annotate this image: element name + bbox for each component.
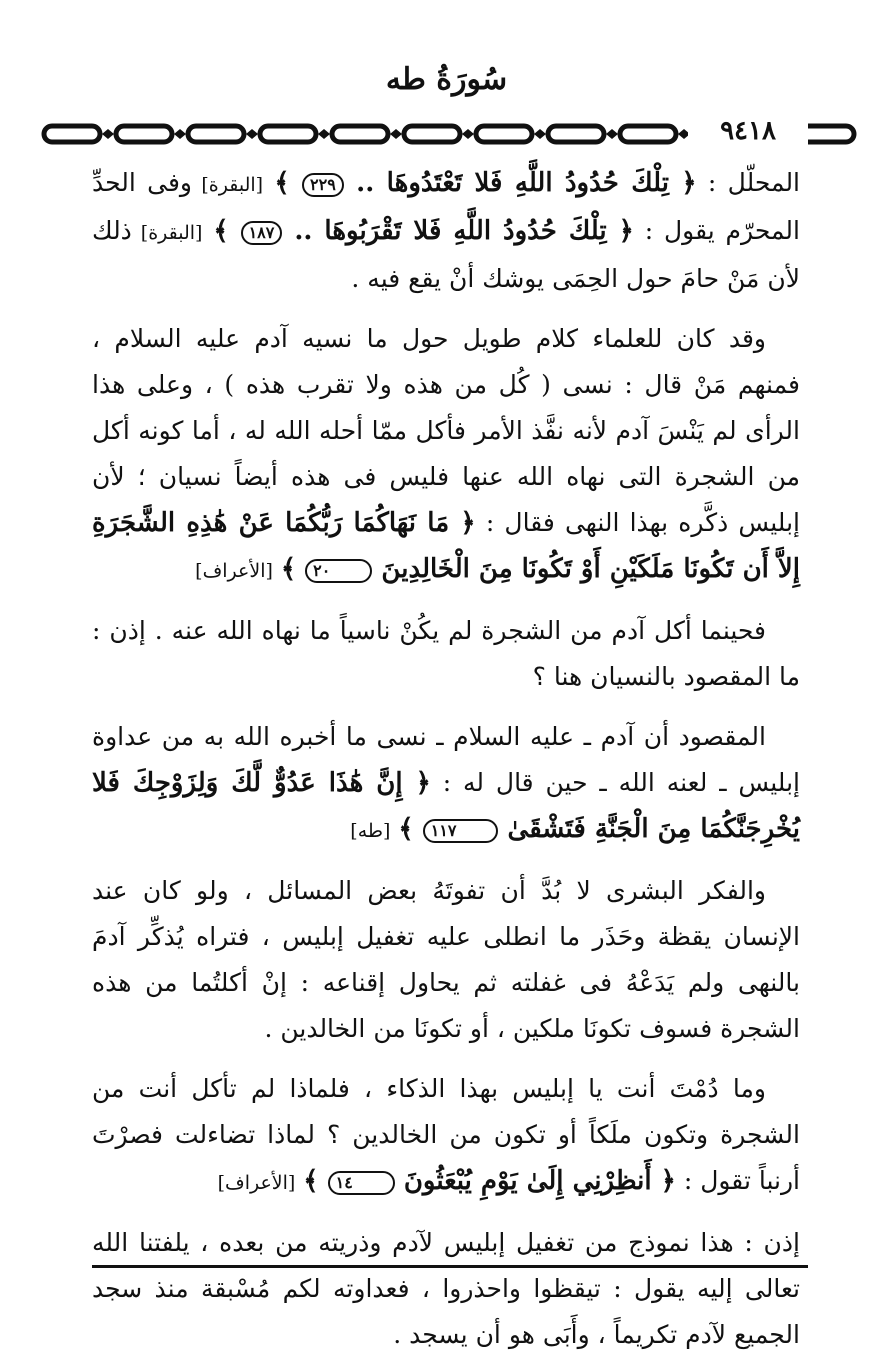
paragraph-5 [92,868,800,1052]
paragraph-text: والفكر البشرى لا بُدَّ أن تفوتَهُ بعض المسائل ، ولو كان عند الإنسان يقظة وحَذَر ما انطلى عليه تغفيل إبليس ، فتراه يُذكِّر آدمَ بالنهى ولم يَدَعْهُ فى غفلته ثم يحاول إقناعه : إنْ أكلتُما من هذه الشجرة فسوف تكونَا ملكين ، أو تكونَا من الخالدين . [92,876,800,1043]
verse-number-badge: ٢٠ [305,559,372,583]
verse-closing-bracket: ﴾ [280,554,306,584]
paragraph-text: المحلّل : [707,168,801,197]
quran-verse: ﴿ مَا نَهَاكُمَا رَبُّكُمَا عَنْ هَٰذِهِ الشَّجَرَةِ إِلاَّ أَن تَكُونَا مَلَكَيْنِ أَوْ تَكُونَا مِنَ الْخَالِدِينَ [92,508,800,584]
verse-closing-bracket: ﴾ [398,814,423,844]
verse-number-badge: ١١٧ [423,819,499,843]
verse-number-badge: ١٨٧ [241,221,283,245]
paragraph-3 [92,608,800,700]
quran-verse: ﴿ تِلْكَ حُدُودُ اللَّهِ فَلا تَقْرَبُوهَا .. [282,216,634,246]
verse-closing-bracket: ﴾ [213,216,241,246]
page-number: ٩٤١٨ [688,116,808,146]
paragraph-6 [92,1066,800,1206]
surah-title: سُورَةُ طه [385,62,508,97]
paragraph-2 [92,316,800,594]
verse-closing-bracket: ﴾ [303,1166,328,1196]
quran-verse: ﴿ إِنَّ هَٰذَا عَدُوٌّ لَّكَ وَلِزَوْجِكَ فَلا يُخْرِجَنَّكُمَا مِنَ الْجَنَّةِ فَتَشْقَىٰ [92,768,800,844]
surah-reference: [الأعراف] [217,1172,296,1194]
paragraph-text: وما دُمْتَ أنت يا إبليس بهذا الذكاء ، فلماذا لم تأكل أنت من الشجرة وتكون ملَكاً أو تكون من الخالدين ؟ لماذا تضاءلت فصرْتَ أرنباً تقول : [92,1074,800,1195]
body-text [92,160,800,1372]
surah-reference: [الأعراف] [195,560,273,582]
paragraph-text: إذن : هذا نموذج من تغفيل إبليس لآدم وذريته من بعده ، يلفتنا الله تعالى إليه يقول : تيقظوا واحذروا ، فعداوته لكم مُسْبقة منذ سجد الجميع لآدم تكريماً ، وأَبَى هو أن يسجد . [92,1228,800,1349]
verse-number-badge: ٢٢٩ [302,173,344,197]
paragraph-text: المقصود أن آدم ـ عليه السلام ـ نسى ما أخبره الله به من عداوة إبليس ـ لعنه الله ـ حين قال له : [92,722,800,797]
quran-verse: ﴿ أَنظِرْنِي إِلَىٰ يَوْمِ يُبْعَثُونَ [394,1166,676,1196]
paragraph-text: فحينما أكل آدم من الشجرة لم يكُنْ ناسياً ما نهاه الله عنه . إذن : ما المقصود بالنسيان هنا ؟ [92,616,800,691]
paragraph-4 [92,714,800,854]
surah-reference: [البقرة] [131,222,203,244]
paragraph-1 [92,160,800,302]
paragraph-text: وقد كان للعلماء كلام طويل حول ما نسيه آدم عليه السلام ، فمنهم مَنْ قال : نسى ( كُل من هذه ولا تقرب هذه ) ، وعلى هذا الرأى لم يَنْسَ آدم لأنه نفَّذ الأمر فأكل ممّا أحله الله له ، أما كونه أكل من الشجرة التى نهاه الله عنها فليس فى هذه أيضاً نسيان ؛ لأن إبليس ذكَّره بهذا النهى فقال : [92,324,800,537]
quran-verse: ﴿ تِلْكَ حُدُودُ اللَّهِ فَلا تَعْتَدُوهَا .. [343,168,697,198]
surah-reference: [طه] [350,820,391,842]
paragraph-text: ذلك لأن مَنْ حامَ حول الحِمَى يوشك أنْ يقع فيه . [92,216,800,293]
surah-reference: [البقرة] [191,174,264,196]
verse-closing-bracket: ﴾ [274,168,302,198]
paragraph-text: وفى الحدِّ المحرّم يقول : [92,168,800,245]
paragraph-7 [92,1220,800,1358]
footer-divider [92,1265,808,1268]
verse-number-badge: ١٤ [328,1171,395,1195]
